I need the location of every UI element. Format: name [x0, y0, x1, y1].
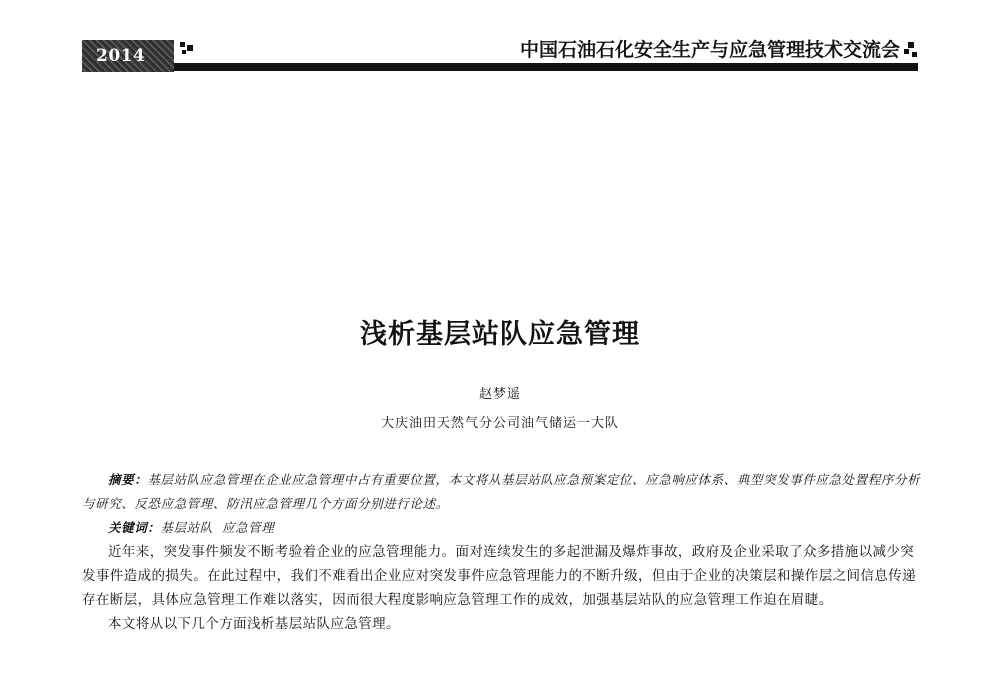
keywords-text: 基层站队 应急管理	[160, 520, 275, 535]
body-paragraph: 近年来，突发事件频发不断考验着企业的应急管理能力。面对连续发生的多起泄漏及爆炸事故，政府及企业采取了众多措施以减少突发事件造成的损失。在此过程中，我们不难看出企业应对突发事件应急管理能力的不断升级，但由于企业的决策层和操作层之间信息传递存在断层，具体应急管理工作难以落实，因而很大程度影响应急管理工作的成效，加强基层站队的应急管理工作迫在眉睫。	[82, 544, 916, 608]
paper-title: 浅析基层站队应急管理	[360, 319, 640, 350]
decorative-square-mark-icon	[904, 42, 918, 58]
keywords	[82, 516, 922, 540]
keywords-label: 关键词：	[108, 520, 161, 535]
abstract-text: 基层站队应急管理在企业应急管理中占有重要位置，本文将从基层站队应急预案定位、应急响应体系、典型突发事件应急处置程序分析与研究、反恐应急管理、防汛应急管理几个方面分别进行论述。	[82, 472, 921, 511]
abstract	[82, 468, 922, 516]
body-paragraph: 本文将从以下几个方面浅析基层站队应急管理。	[108, 616, 400, 632]
author-affiliation: 大庆油田天然气分公司油气储运一大队	[380, 416, 619, 431]
conference-title: 中国石油石化安全生产与应急管理技术交流会	[519, 39, 900, 61]
decorative-square-mark-icon	[180, 42, 194, 56]
header-year: 2014	[82, 40, 174, 72]
body-text	[82, 540, 922, 636]
abstract-label: 摘要：	[108, 472, 148, 487]
author-name: 赵梦遥	[478, 387, 521, 402]
header-rule	[174, 63, 918, 71]
running-header	[82, 38, 918, 74]
